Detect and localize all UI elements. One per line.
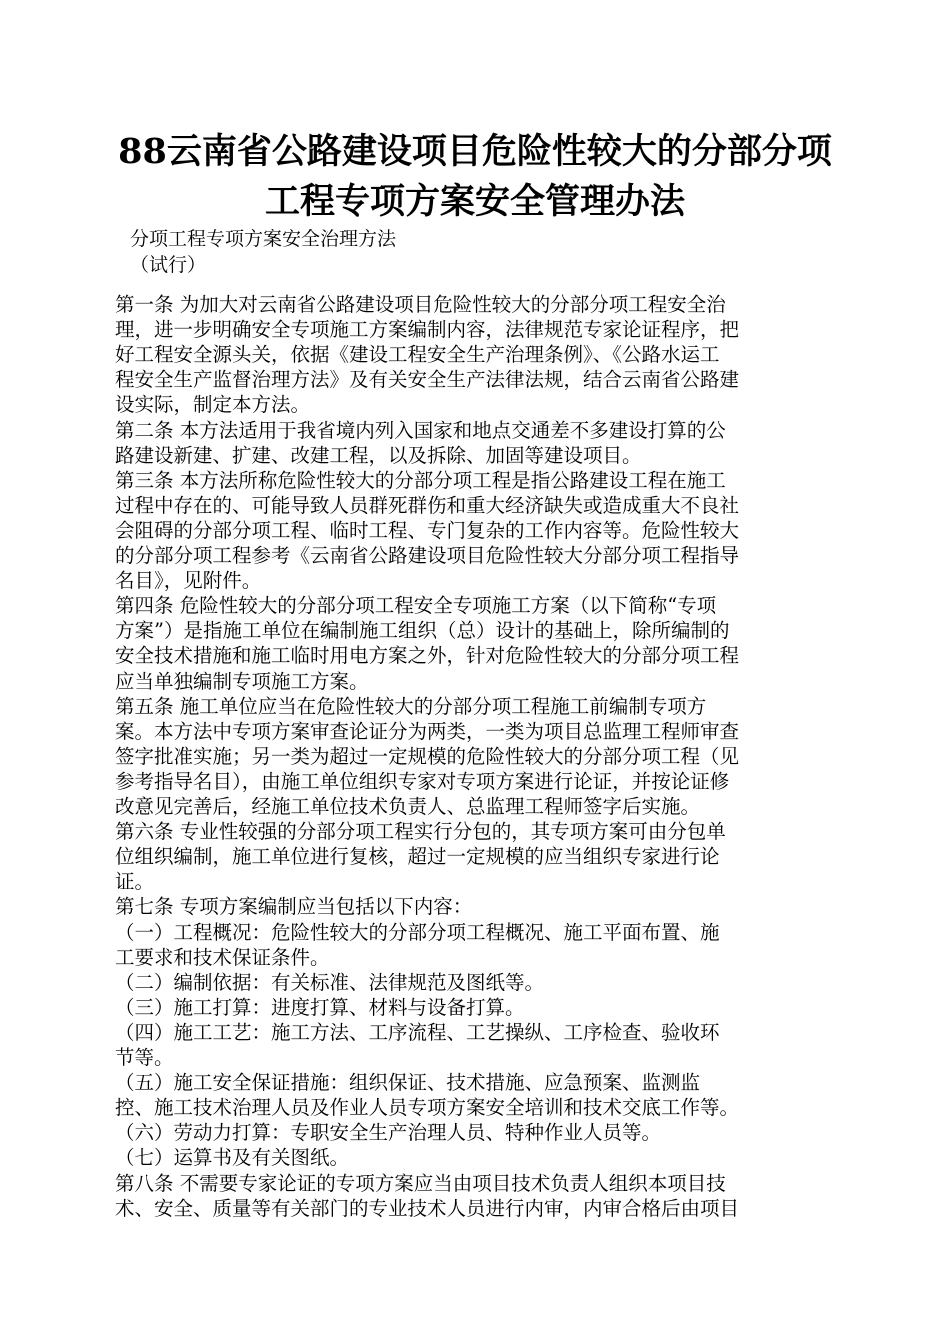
- body-text-line: 案。本方法中专项方案审查论证分为两类，一类为项目总监理工程师审查: [115, 719, 740, 743]
- body-text-line: （二）编制依据：有关标准、法律规范及图纸等。: [115, 970, 545, 994]
- document-trial-note: （试行）: [130, 254, 207, 276]
- document-subtitle: 分项工程专项方案安全治理方法: [130, 228, 397, 250]
- body-text-line: 理，进一步明确安全专项施工方案编制内容，法律规范专家论证程序，把: [115, 318, 740, 342]
- body-text-line: 第八条 不需要专家论证的专项方案应当由项目技术负责人组织本项目技: [115, 1171, 726, 1195]
- body-text-line: （四）施工工艺：施工方法、工序流程、工艺操纵、工序检查、验收环: [115, 1020, 720, 1044]
- body-text-line: 第二条 本方法适用于我省境内列入国家和地点交通差不多建设打算的公: [115, 418, 726, 442]
- body-text-line: 设实际，制定本方法。: [115, 393, 311, 417]
- body-text-line: 路建设新建、扩建、改建工程，以及拆除、加固等建设项目。: [115, 443, 642, 467]
- body-text-line: （一）工程概况：危险性较大的分部分项工程概况、施工平面布置、施: [115, 920, 720, 944]
- body-text-line: 工要求和技术保证条件。: [115, 945, 330, 969]
- body-text-line: 会阻碍的分部分项工程、临时工程、专门复杂的工作内容等。危险性较大: [115, 518, 740, 542]
- body-text-line: 第五条 施工单位应当在危险性较大的分部分项工程施工前编制专项方: [115, 694, 707, 718]
- body-text-line: 第四条 危险性较大的分部分项工程安全专项施工方案（以下简称“专项: [115, 594, 717, 618]
- body-text-line: 术、安全、质量等有关部门的专业技术人员进行内审，内审合格后由项目: [115, 1196, 740, 1220]
- body-text-line: 第七条 专项方案编制应当包括以下内容：: [115, 895, 473, 919]
- document-title-line-1: 88云南省公路建设项目危险性较大的分部分项: [118, 131, 832, 172]
- body-text-line: 证。: [115, 870, 155, 894]
- body-text-line: 程安全生产监督治理方法》及有关安全生产法律法规，结合云南省公路建: [115, 368, 740, 392]
- body-text-line: 方案”）是指施工单位在编制施工组织（总）设计的基础上，除所编制的: [115, 619, 730, 643]
- body-text-line: 位组织编制，施工单位进行复核，超过一定规模的应当组织专家进行论: [115, 845, 720, 869]
- body-text-line: 第一条 为加大对云南省公路建设项目危险性较大的分部分项工程安全治: [115, 293, 726, 316]
- body-text-line: 改意见完善后，经施工单位技术负责人、总监理工程师签字后实施。: [115, 795, 701, 818]
- body-text-line: （七）运算书及有关图纸。: [115, 1146, 350, 1170]
- body-text-line: 第六条 专业性较强的分部分项工程实行分包的，其专项方案可由分包单: [115, 820, 726, 844]
- body-text-line: 过程中存在的、可能导致人员群死群伤和重大经济缺失或造成重大不良社: [115, 493, 740, 517]
- body-text-line: 第三条 本方法所称危险性较大的分部分项工程是指公路建设工程在施工: [115, 468, 726, 492]
- body-text-line: 应当单独编制专项施工方案。: [115, 669, 369, 693]
- body-text-line: 的分部分项工程参考《云南省公路建设项目危险性较大分部分项工程指导: [115, 544, 740, 567]
- document-title-line-2: 工程专项方案安全管理办法: [264, 181, 685, 222]
- body-text-line: 节等。: [115, 1046, 174, 1069]
- body-text-line: （三）施工打算：进度打算、材料与设备打算。: [115, 995, 525, 1019]
- body-text-line: 好工程安全源头关，依据《建设工程安全生产治理条例》、《公路水运工: [115, 343, 720, 367]
- body-text-line: 签字批准实施；另一类为超过一定规模的危险性较大的分部分项工程（见: [115, 744, 740, 768]
- body-text-line: 安全技术措施和施工临时用电方案之外，针对危险性较大的分部分项工程: [115, 644, 740, 668]
- body-text-line: 名目》，见附件。: [115, 569, 262, 593]
- body-text-line: 参考指导名目），由施工单位组织专家对专项方案进行论证，并按论证修: [115, 769, 730, 793]
- body-text-line: （五）施工安全保证措施：组织保证、技术措施、应急预案、监测监: [115, 1071, 701, 1095]
- body-text-line: 控、施工技术治理人员及作业人员专项方案安全培训和技术交底工作等。: [115, 1096, 740, 1120]
- body-text-line: （六）劳动力打算：专职安全生产治理人员、特种作业人员等。: [115, 1121, 662, 1145]
